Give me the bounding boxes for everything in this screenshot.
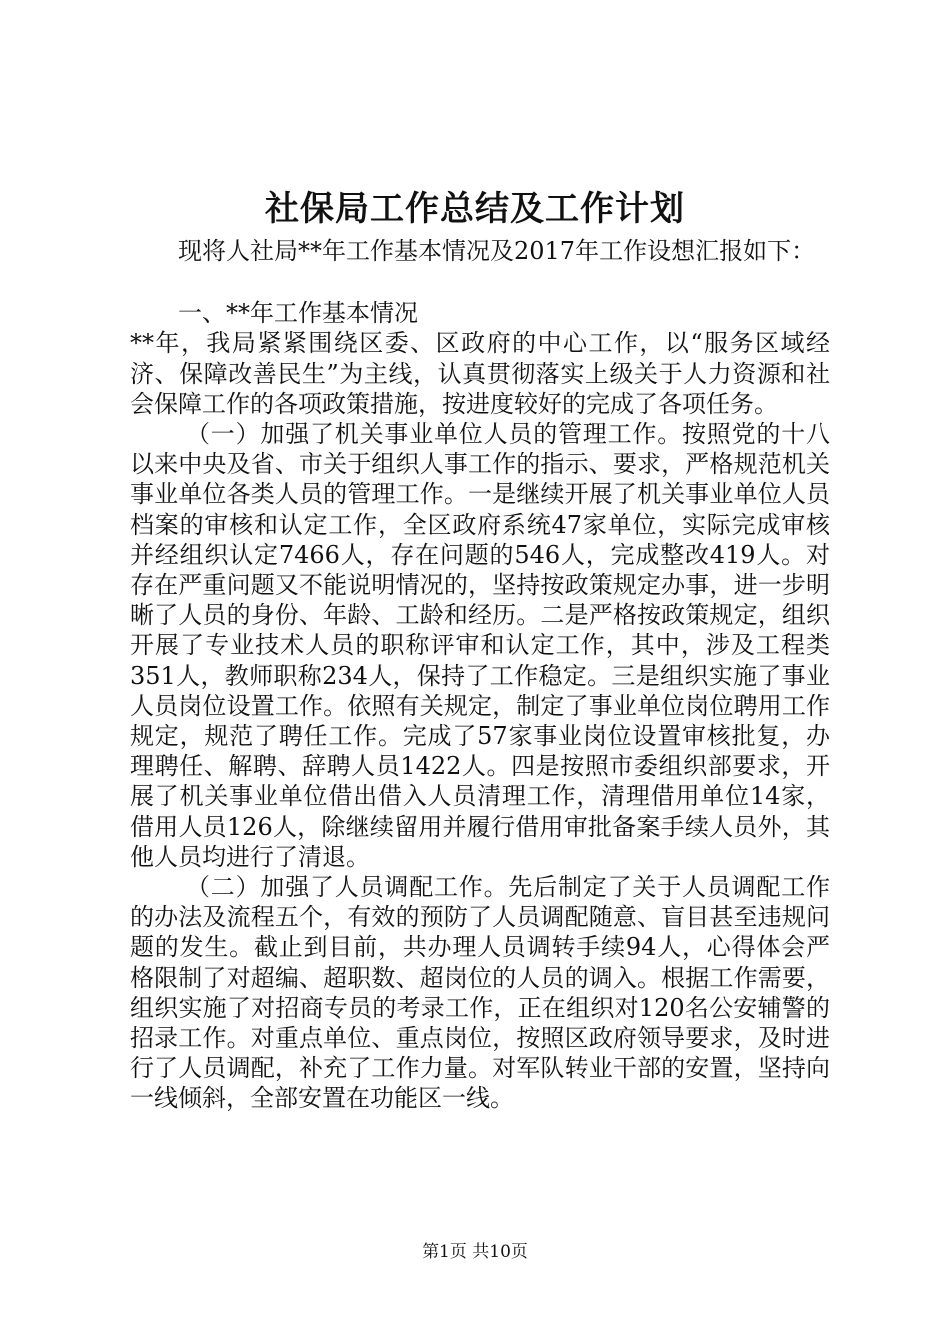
page-footer: 第1页 共10页 xyxy=(422,1242,528,1262)
intro-paragraph: 现将人社局**年工作基本情况及2017年工作设想汇报如下： xyxy=(178,237,816,265)
paragraph-spacer xyxy=(130,266,830,298)
document-title: 社保局工作总结及工作计划 xyxy=(265,189,685,229)
body-paragraph-2: （一）加强了机关事业单位人员的管理工作。按照党的十八以来中央及省、市关于组织人事工作的指示、要求，严格规范机关事业单位各类人员的管理工作。一是继续开展了机关事业单位人员档案的审核和认定工作，全区政府系统47家单位，实际完成审核并经组织认定7466人，存在问题的546人，完成整改419人。对存在严重问题又不能说明情况的，坚持按政策规定办事，进一步明晰了人员的身份、年龄、工龄和经历。二是严格按政策规定，组织开展了专业技术人员的职称评审和认定工作，其中，涉及工程类351人，教师职称234人，保持了工作稳定。三是组织实施了事业人员岗位设置工作。依照有关规定，制定了事业单位岗位聘用工作规定，规范了聘任工作。完成了57家事业岗位设置审核批复，办理聘任、解聘、辞聘人员1422人。四是按照市委组织部要求，开展了机关事业单位借出借入人员清理工作，清理借用单位14家，借用人员126人，除继续留用并履行借用审批备案手续人员外，其他人员均进行了清退。 xyxy=(130,420,830,871)
section-heading: 一、**年工作基本情况 xyxy=(178,299,418,328)
body-paragraph-1: **年，我局紧紧围绕区委、区政府的中心工作，以“服务区域经济、保障改善民生”为主线，认真贯彻落实上级关于人力资源和社会保障工作的各项政策措施，按进度较好的完成了各项任务。 xyxy=(130,329,830,418)
document-body xyxy=(130,236,830,1114)
body-paragraph-3: （二）加强了人员调配工作。先后制定了关于人员调配工作的办法及流程五个，有效的预防了人员调配随意、盲目甚至违规问题的发生。截止到目前，共办理人员调转手续94人，心得体会严格限制了对超编、超职数、超岗位的人员的调入。根据工作需要，组织实施了对招商专员的考录工作，正在组织对120名公安辅警的招录工作。对重点单位、重点岗位，按照区政府领导要求，及时进行了人员调配，补充了工作力量。对军队转业干部的安置，坚持向一线倾斜，全部安置在功能区一线。 xyxy=(130,873,830,1113)
